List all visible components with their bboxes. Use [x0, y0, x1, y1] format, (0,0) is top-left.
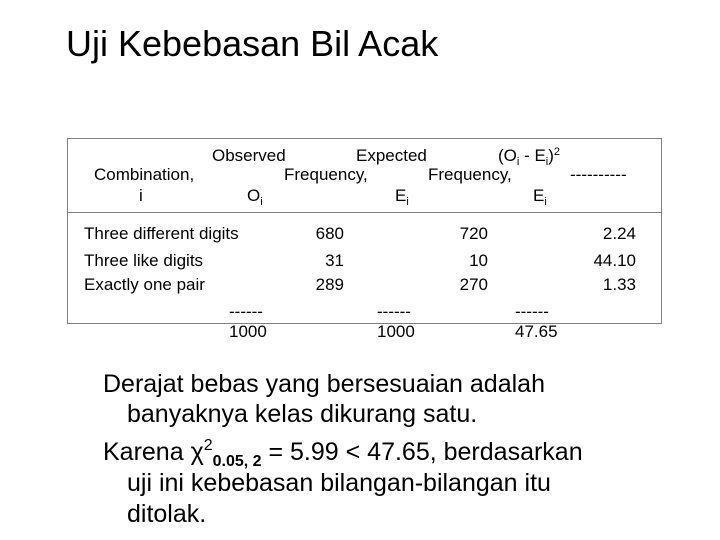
expected-header-line2: Frequency, — [428, 165, 512, 184]
observed-total-rule: ------ — [229, 302, 263, 321]
observed-total: 1000 — [229, 322, 267, 341]
conclusion-line4: uji ini kebebasan bilangan-bilangan itu — [127, 469, 551, 497]
observed-header-line1: Observed — [212, 146, 286, 165]
row-chi: 2.24 — [602, 224, 636, 243]
row-observed: 289 — [315, 275, 344, 294]
row-label: Three different digits — [84, 224, 239, 243]
table-header-divider — [67, 212, 662, 213]
conclusion-line3: Karena $\chi^2_{0.05, 2} = 5.99 < 47.65$, berdasarkan — [103, 437, 583, 470]
expected-header-line1: Expected — [356, 146, 427, 165]
row-expected: 270 — [459, 275, 488, 294]
chi-header-formula: $(O_i - E_i)^2$ — [498, 146, 561, 168]
row-expected: 10 — [469, 251, 488, 270]
observed-header-line2: Frequency, — [284, 165, 368, 184]
combination-header-line2: i — [139, 186, 143, 205]
conclusion-line2: banyaknya kelas dikurang satu. — [127, 400, 478, 428]
observed-header-symbol: $O_i$ — [247, 186, 263, 208]
row-observed: 680 — [315, 224, 344, 243]
chi-total: 47.65 — [515, 322, 558, 341]
row-label: Three like digits — [84, 251, 204, 270]
slide-title: Uji Kebebasan Bil Acak — [66, 23, 439, 64]
conclusion-line5: ditolak. — [127, 500, 207, 528]
expected-total-rule: ------ — [377, 302, 411, 321]
combination-header-line1: Combination, — [94, 165, 195, 184]
row-expected: 720 — [459, 224, 488, 243]
row-observed: 31 — [325, 251, 344, 270]
expected-total: 1000 — [377, 322, 415, 341]
row-chi: 44.10 — [593, 251, 636, 270]
chi-header-fraction-bar: ---------- — [570, 165, 627, 184]
row-label: Exactly one pair — [84, 275, 205, 294]
chi-total-rule: ------ — [515, 302, 549, 321]
conclusion-line1: Derajat bebas yang bersesuaian adalah — [103, 370, 545, 398]
row-chi: 1.33 — [602, 275, 636, 294]
expected-header-symbol: $E_i$ — [395, 186, 409, 208]
chi-header-denominator: $E_i$ — [533, 186, 547, 208]
chi-square-symbol: χ — [190, 438, 204, 466]
